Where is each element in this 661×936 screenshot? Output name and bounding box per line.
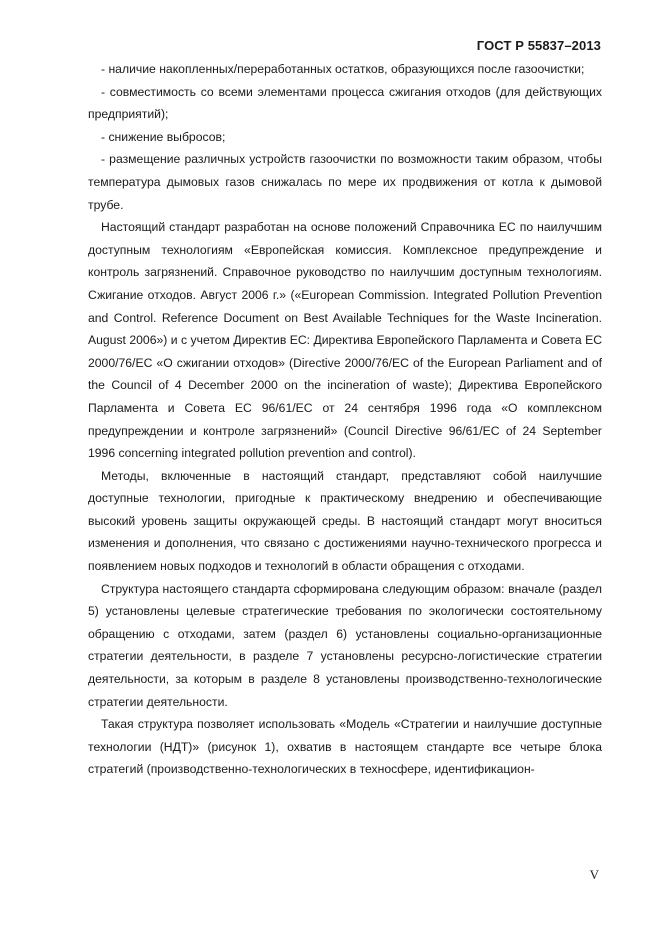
page-number: V [589,867,599,882]
paragraph-methods: Методы, включенные в настоящий стандарт, представляют собой наилучшие доступные технологии, пригодные к практическому внедрению и обеспечивающие высокий уровень защиты окружающей среды. В настоящий стандарт могут вноситься изменения и дополнения, что связано с достижениями научно-технического прогресса и появлением новых подходов и технологий в области обращения с отходами. [88,468,602,574]
paragraph-structure: Структура настоящего стандарта сформирована следующим образом: вначале (раздел 5) установлены целевые стратегические требования по экологически состоятельному обращению с отходами, затем (раздел 6) установлены социально-организационные стратегии деятельности, в разделе 7 установлены ресурсно-логистические стратегии деятельности, за которым в разделе 8 установлены производственно-технологические стратегии деятельности. [88,581,602,709]
list-item-compatibility: - совместимость со всеми элементами процесса сжигания отходов (для действующих предприятий); [88,84,602,122]
body-text [88,58,602,781]
list-item-emissions: - снижение выбросов; [101,129,226,144]
list-item-device-placement: - размещение различных устройств газоочистки по возможности таким образом, чтобы температура дымовых газов снижалась по мере их продвижения от котла к дымовой трубе. [88,152,602,212]
list-item-residues: - наличие накопленных/переработанных остатков, образующихся после газоочистки; [101,62,585,76]
paragraph-standard-basis: Настоящий стандарт разработан на основе положений Справочника ЕС по наилучшим доступным технологиям «Европейская комиссия. Комплексное предупреждение и контроль загрязнений. Справочное руководство по наилучшим доступным технологиям. Сжигание отходов. Август 2006 г.» («European Commission. Integrated Pollution Prevention and Control. Reference Document on Best Available Techniques for the Waste Incineration. August 2006») и с учетом Директив ЕС: Директива Европейского Парламента и Совета ЕС 2000/76/ЕС «О сжигании отходов» (Directive 2000/76/EC of the European Parliament and of the Council of 4 December 2000 on the incineration of waste); Директива Европейского Парламента и Совета ЕС 96/61/ЕС от 24 сентября 1996 года «О комплексном предупреждении и контроле загрязнений» (Council Directive 96/61/EC of 24 September 1996 concerning integrated pollution prevention and control). [88,220,602,461]
document-code-header: ГОСТ Р 55837–2013 [476,38,601,53]
paragraph-model: Такая структура позволяет использовать «Модель «Стратегии и наилучшие доступные технологии (НДТ)» (рисунок 1), охватив в настоящем стандарте все четыре блока стратегий (производственно-технологических в техносфере, идентификацион- [88,717,602,777]
